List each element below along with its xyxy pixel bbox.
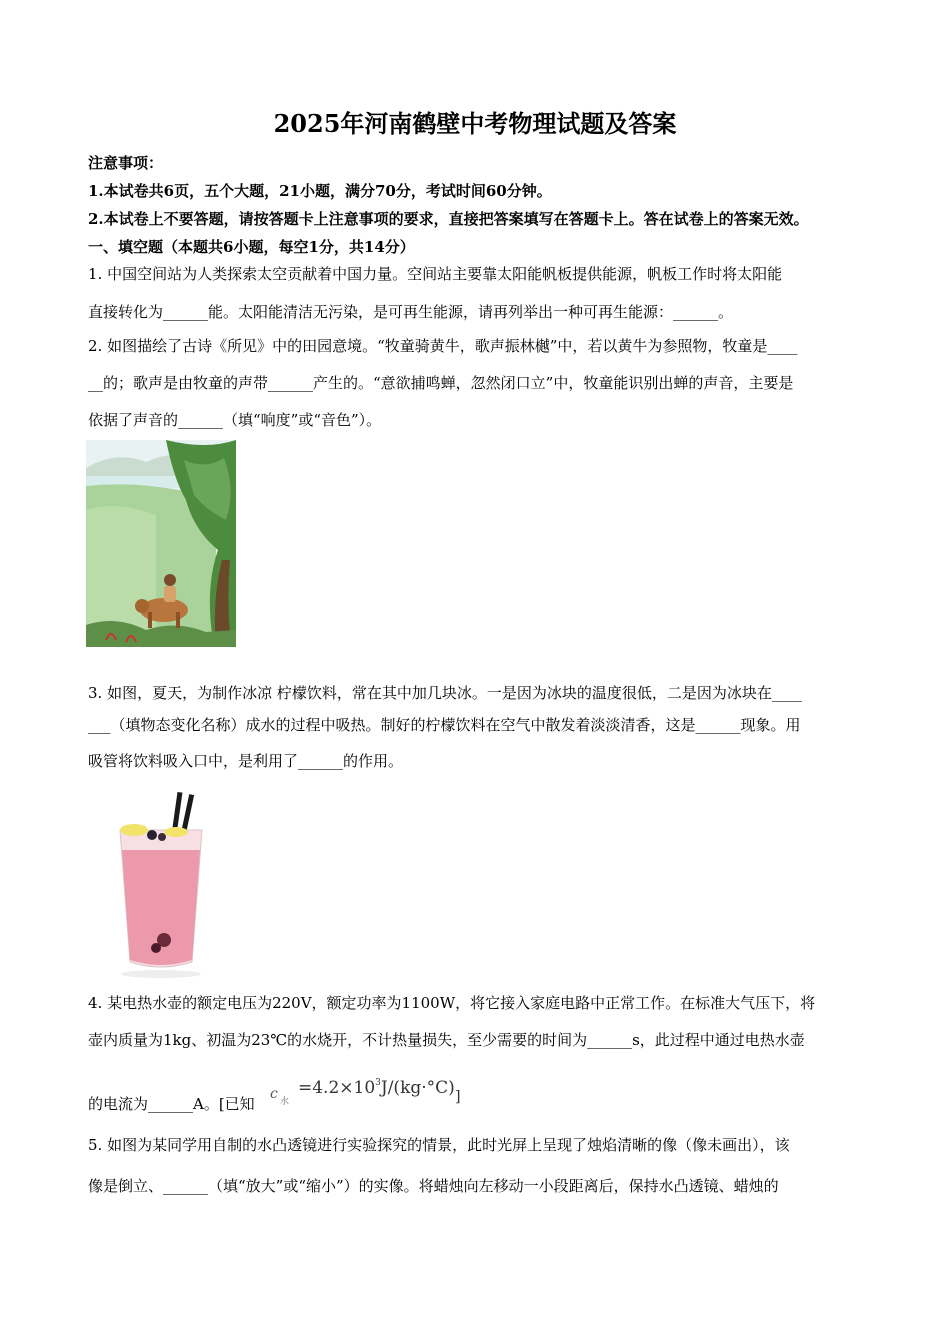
formula-expression: $=4.2\times 10^3J/(kg\cdot^\circ C)$] (298, 1078, 461, 1105)
formula-symbol: c (270, 1086, 278, 1102)
formula-subscript: 水 (280, 1097, 290, 1107)
question-1-line: 1. 中国空间站为人类探索太空贡献着中国力量。空间站主要靠太阳能帆板提供能源，帆板工作时将太阳能 (88, 265, 783, 283)
question-2-line: __的；歌声是由牧童的声带______产生的。“意欲捕鸣蝉，忽然闭口立”中，牧童能识别出蝉的声音，主要是 (88, 374, 794, 392)
page-title: 2025年河南鹤壁中考物理试题及答案 (273, 109, 677, 138)
question-3-line: 吸管将饮料吸入口中，是利用了______的作用。 (88, 752, 404, 770)
specific-heat-formula (270, 1078, 480, 1110)
question-3-line: 3. 如图，夏天，为制作冰凉 柠檬饮料，常在其中加几块冰。一是因为冰块的温度很低，二是因为冰块在____ (88, 684, 802, 702)
notice-item: 2.本试卷上不要答题，请按答题卡上注意事项的要求，直接把答案填写在答题卡上。答在试卷上的答案无效。 (88, 210, 809, 228)
section-heading: 一、填空题（本题共6小题，每空1分，共14分） (88, 238, 415, 256)
drink-illustration (104, 790, 214, 978)
notice-item: 1.本试卷共6页，五个大题，21小题，满分70分，考试时间60分钟。 (88, 182, 552, 200)
pastoral-illustration (86, 440, 236, 647)
question-1-line: 直接转化为______能。太阳能清洁无污染，是可再生能源，请再列举出一种可再生能源：______。 (88, 303, 734, 321)
question-4-line: 壶内质量为1kg、初温为23℃的水烧开，不计热量损失，至少需要的时间为______s，此过程中通过电热水壶 (88, 1031, 805, 1049)
question-5-line: 5. 如图为某同学用自制的水凸透镜进行实验探究的情景，此时光屏上呈现了烛焰清晰的像（像未画出），该 (88, 1136, 790, 1154)
question-4-line: 4. 某电热水壶的额定电压为220V，额定功率为1100W，将它接入家庭电路中正常工作。在标准大气压下，将 (88, 994, 816, 1012)
question-2-line: 依据了声音的______（填“响度”或“音色”）。 (88, 411, 382, 429)
notice-heading: 注意事项： (88, 154, 164, 172)
cowherd-icon (164, 574, 176, 586)
question-4-line: 的电流为______A。[已知 (88, 1095, 255, 1113)
question-5-line: 像是倒立、______（填“放大”或“缩小”）的实像。将蜡烛向左移动一小段距离后，保持水凸透镜、蜡烛的 (88, 1177, 779, 1195)
lemon-icon (120, 824, 148, 836)
question-2-line: 2. 如图描绘了古诗《所见》中的田园意境。“牧童骑黄牛，歌声振林樾”中，若以黄牛为参照物，牧童是____ (88, 337, 798, 355)
question-3-line: ___（填物态变化名称）成水的过程中吸热。制好的柠檬饮料在空气中散发着淡淡清香，这是______现象。用 (88, 716, 801, 734)
